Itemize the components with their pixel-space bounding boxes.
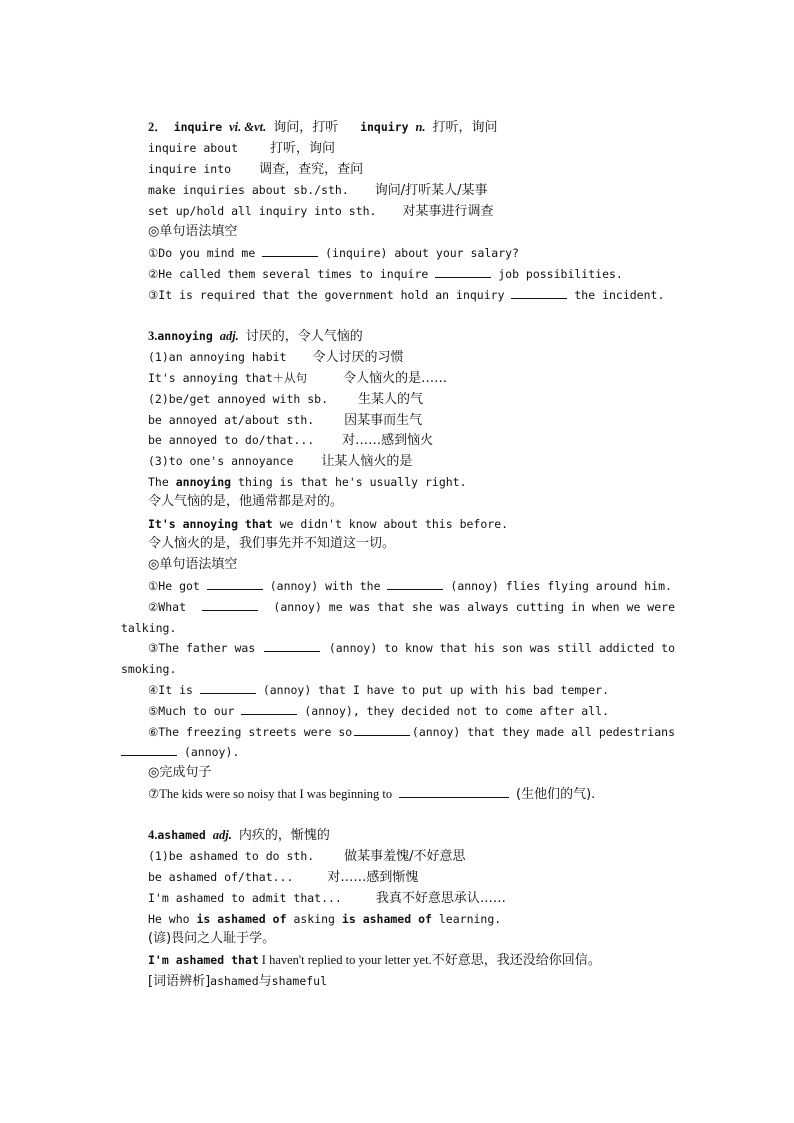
answer-blank[interactable] [200, 682, 256, 694]
phrase-line: (2)be/get annoyed with sb. 生某人的气 [148, 392, 424, 407]
section2-headword2: inquiry [360, 120, 409, 134]
section3-meaning: 讨厌的，令人气恼的 [245, 329, 363, 344]
phrase-en: inquire into [148, 162, 232, 176]
phrase-line: be ashamed of/that... 对……感到惭愧 [148, 870, 419, 885]
phrase-line: It's annoying that＋从句 令人恼火的是…… [148, 371, 448, 386]
phrase-line: I'm ashamed to admit that... 我真不好意思承认…… [148, 891, 506, 906]
exercise-item-continued: (annoy). [121, 744, 239, 760]
phrase-line [148, 161, 363, 178]
phrase-line [148, 140, 335, 157]
example-sentence: The annoying thing is that he's usually right. [148, 475, 467, 489]
example-sentence: It's annoying that we didn't know about this before. [148, 517, 509, 531]
exercise-title: ◎单句语法填空 [148, 557, 238, 572]
exercise-item: ②He called them several times to inquire job possibilities. [148, 267, 623, 281]
exercise-item: ⑥The freezing streets were so (annoy) that they made all pedestrians [148, 725, 675, 739]
example-translation: (谚)畏问之人耻于学。 [148, 931, 276, 946]
answer-blank[interactable] [399, 786, 509, 798]
answer-blank[interactable] [354, 724, 410, 736]
example-translation: 令人恼火的是，我们事先并不知道这一切。 [148, 536, 396, 551]
phrase-cn: 对某事进行调查 [402, 204, 494, 219]
phrase-line: be annoyed at/about sth. 因某事而生气 [148, 413, 423, 428]
example-sentence: I'm ashamed that I haven't replied to your letter yet.不好意思，我还没给你回信。 [148, 953, 601, 968]
section3-number: 3. [148, 329, 158, 343]
phrase-cn: 调查，查究，查问 [259, 162, 364, 177]
answer-blank[interactable] [435, 266, 491, 278]
section4-headword: ashamed [157, 828, 206, 842]
complete-sentence-title: ◎完成句子 [148, 765, 212, 780]
phrase-cn: 询问/打听某人/某事 [374, 183, 488, 198]
answer-blank[interactable] [241, 703, 297, 715]
phrase-en: inquire about [148, 141, 239, 155]
exercise-title: ◎单句语法填空 [148, 224, 238, 239]
phrase-en: set up/hold all inquiry into sth. [148, 204, 377, 218]
answer-blank[interactable] [387, 578, 443, 590]
section2-number: 2． [148, 120, 167, 134]
section3-pos: adj. [219, 329, 239, 343]
section2-pos: vi. &vt. [229, 120, 267, 134]
example-sentence: He who is ashamed of asking is ashamed of learning. [148, 912, 502, 926]
exercise-item: ①He got (annoy) with the (annoy) flies flying around him. [148, 579, 672, 593]
section3-heading [148, 328, 363, 345]
answer-blank[interactable] [202, 599, 258, 611]
section3-headword: annoying [157, 329, 213, 343]
exercise-item-continued: smoking. [121, 662, 177, 676]
exercise-item: ①Do you mind me (inquire) about your salary? [148, 246, 519, 260]
phrase-line: (1)an annoying habit 令人讨厌的习惯 [148, 350, 404, 365]
answer-blank[interactable] [264, 640, 320, 652]
phrase-line [148, 182, 488, 199]
section4-meaning: 内疚的，惭愧的 [238, 828, 330, 843]
answer-blank[interactable] [121, 744, 177, 756]
exercise-item: ④It is (annoy) that I have to put up with his bad temper. [148, 683, 609, 697]
exercise-item-continued: talking. [121, 621, 177, 635]
answer-blank[interactable] [207, 578, 263, 590]
section2-meaning: 询问，打听 [273, 120, 339, 135]
section4-number: 4. [148, 828, 158, 842]
exercise-item: ③The father was (annoy) to know that his son was still addicted to [148, 641, 675, 655]
section4-pos: adj. [212, 828, 232, 842]
phrase-cn: 打听，询问 [270, 141, 336, 156]
section2-pos2: n. [415, 120, 426, 134]
exercise-item: ⑤Much to our (annoy), they decided not to come after all. [148, 704, 609, 718]
phrase-line: be annoyed to do/that... 对……感到恼火 [148, 433, 434, 448]
section2-meaning2: 打听，询问 [432, 120, 498, 135]
example-translation: 令人气恼的是，他通常都是对的。 [148, 494, 344, 509]
phrase-line [148, 203, 494, 220]
section2-headword: inquire [173, 120, 223, 134]
exercise-item: ②What (annoy) me was that she was always cutting in when we were [148, 600, 675, 614]
exercise-item: ③It is required that the government hold an inquiry the incident. [148, 288, 665, 302]
phrase-line: (3)to one's annoyance 让某人恼火的是 [148, 454, 413, 469]
section4-heading [148, 827, 330, 844]
phrase-line: (1)be ashamed to do sth. 做某事羞愧/不好意思 [148, 849, 466, 864]
word-analysis-line: [词语辨析]ashamed与shameful [148, 974, 328, 989]
answer-blank[interactable] [262, 245, 318, 257]
section2-heading [148, 119, 498, 136]
exercise-item: ⑦The kids were so noisy that I was beginning to (生他们的气). [148, 787, 596, 802]
answer-blank[interactable] [511, 287, 567, 299]
phrase-en: make inquiries about sb./sth. [148, 183, 349, 197]
